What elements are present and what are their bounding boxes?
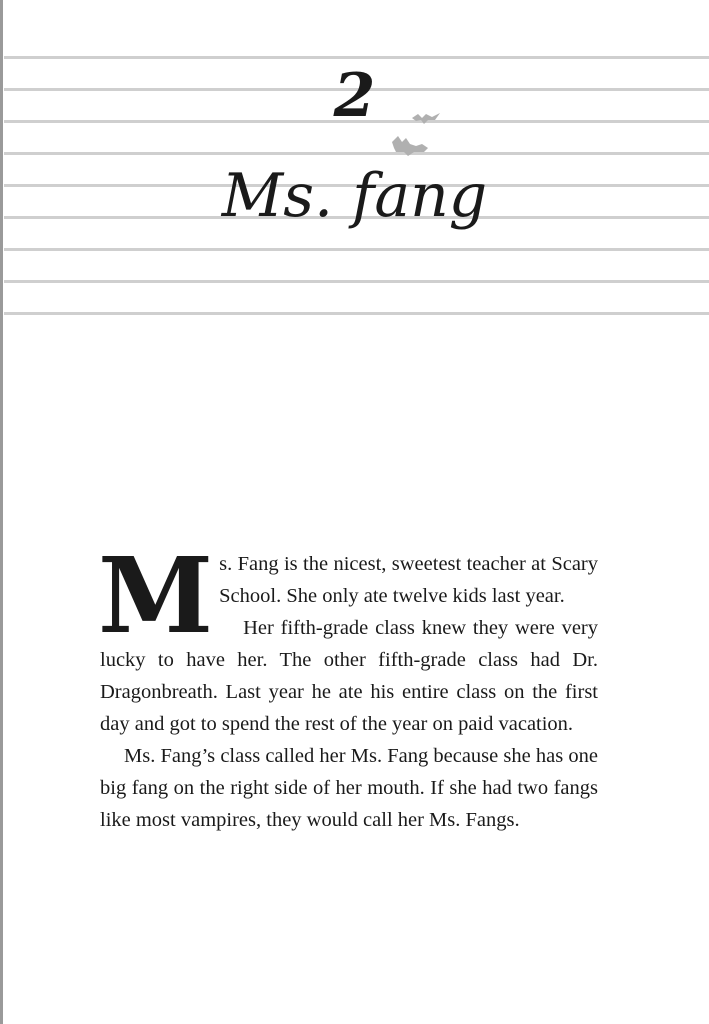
page-spine <box>0 0 3 1024</box>
drop-cap: M <box>98 534 214 657</box>
paragraph-first <box>98 534 598 657</box>
chapter-number: 2 <box>333 61 376 131</box>
chapter-title: Ms. fang <box>221 161 488 231</box>
ruled-line <box>4 312 709 315</box>
ruled-line <box>4 56 709 59</box>
ruled-line <box>4 152 709 155</box>
first-paragraph-text: s. Fang is the nicest, sweetest teacher at Scary School. She only ate twelve kids last year. <box>219 553 598 607</box>
chapter-body <box>98 534 598 836</box>
ruled-line <box>4 248 709 251</box>
ruled-line <box>4 280 709 283</box>
paragraph: Her fifth-grade class knew they were very lucky to have her. The other fifth-grade class had Dr. Dragonbreath. Last year he ate his entire class on the first day and got to spend the rest of the year on paid vacation. <box>100 617 598 735</box>
bat-icon <box>388 108 448 163</box>
paragraph: Ms. Fang’s class called her Ms. Fang because she has one big fang on the right side of her mouth. If she had two fangs like most vampires, they would call her Ms. Fangs. <box>100 745 598 831</box>
